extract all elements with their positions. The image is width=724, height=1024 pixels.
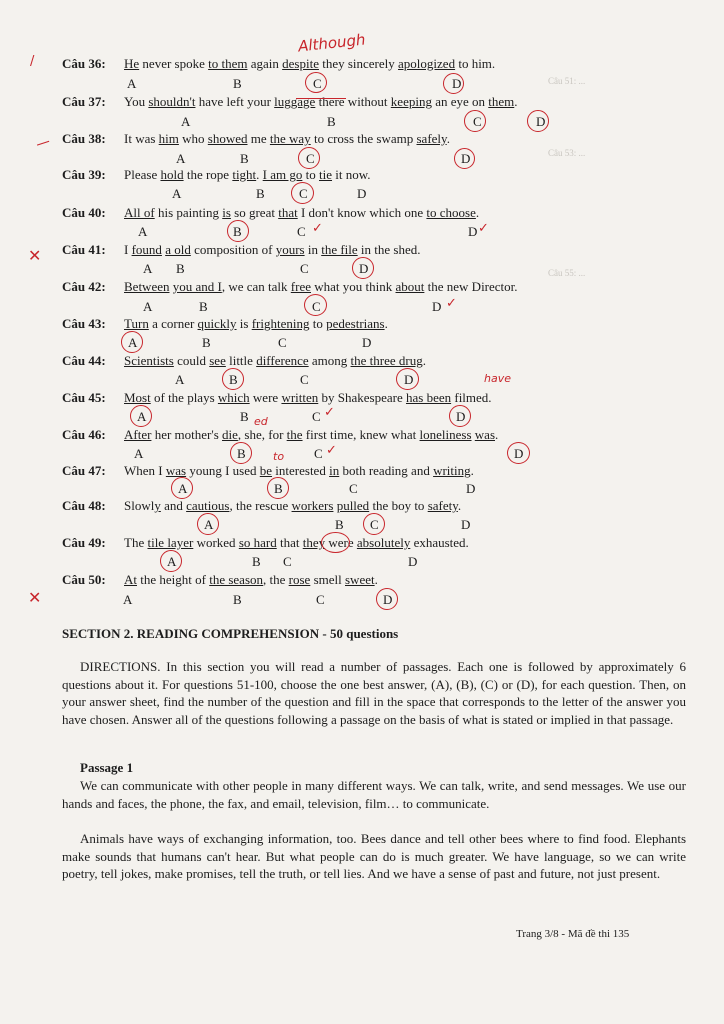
option-c: C — [370, 517, 379, 532]
option-c: C — [306, 151, 315, 166]
option-a: A — [137, 409, 147, 424]
answer-circle-44d — [396, 368, 419, 390]
option-a: A — [204, 517, 214, 532]
cross-mark: ✕ — [28, 246, 42, 265]
page-footer: Trang 3/8 - Mã đề thi 135 — [516, 928, 630, 940]
question-49: Câu 49: The tile layer worked so hard that they were absolutely exhausted. — [62, 535, 469, 550]
option-b: B — [327, 114, 336, 129]
question-44: Câu 44: Scientists could see little difference among the three drug. — [62, 353, 426, 368]
option-d: D — [357, 186, 367, 201]
option-a: A — [181, 114, 191, 129]
option-d: D — [432, 299, 442, 314]
option-a: A — [143, 261, 153, 276]
option-b: B — [202, 335, 211, 350]
option-d: D — [456, 409, 466, 424]
question-47: Câu 47: When I was young I used be interested in both reading and writing. — [62, 463, 474, 478]
section-title: SECTION 2. READING COMPREHENSION - 50 questions — [62, 626, 399, 641]
answer-circle-49a — [160, 550, 182, 572]
option-b: B — [256, 186, 265, 201]
option-c: C — [316, 592, 325, 607]
option-b: B — [240, 409, 249, 424]
handwritten-to: to — [273, 450, 285, 463]
pen-tick-mark: ✓ — [478, 221, 489, 236]
answer-circle-46d — [507, 442, 530, 464]
option-b: B — [199, 299, 208, 314]
handwritten-although: Although — [297, 30, 367, 56]
question-41: Câu 41: I found a old composition of yours in the file in the shed. — [62, 242, 421, 257]
cross-mark: ✕ — [28, 588, 42, 607]
option-c: C — [297, 224, 306, 239]
answer-circle-36d — [443, 73, 464, 94]
handwritten-have: have — [484, 372, 511, 385]
directions-paragraph: DIRECTIONS. In this section you will read a number of passages. Each one is followed by approximately 6 questions about it. For questions 51-100, choose the one best answer, (A), (B), (C) or (D), for each question. Then, on your answer sheet, find the number of the question and fill in the space that corresponds to the letter of the answer you have chosen. Answer all of the questions following a passage on the basis of what is stated or implied in that passage. — [62, 659, 686, 727]
pen-tick-mark: ✓ — [324, 405, 335, 420]
option-d: D — [359, 261, 369, 276]
answer-circle-47b — [267, 477, 289, 499]
answer-circle-48c — [363, 513, 385, 535]
option-a: A — [134, 446, 144, 461]
answer-circle-45a — [130, 405, 152, 427]
answer-circle-37d — [527, 110, 549, 132]
passage-paragraph-1: We can communicate with other people in many different ways. We can talk, write, and send messages. We use our hands and faces, the phone, the fax, and email, television, film… to communicate. — [62, 778, 686, 811]
passage-title: Passage 1 — [80, 760, 134, 775]
answer-circle-46b — [230, 442, 252, 464]
option-d: D — [383, 592, 393, 607]
question-42: Câu 42: Between you and I, we can talk free what you think about the new Director. — [62, 279, 518, 294]
option-d: D — [408, 554, 418, 569]
option-b: B — [240, 151, 249, 166]
question-40: Câu 40: All of his painting is so great that I don't know which one to choose. — [62, 205, 480, 220]
option-a: A — [175, 372, 185, 387]
option-c: C — [300, 372, 309, 387]
show-through-text: Câu 53: ... — [548, 148, 586, 158]
question-48: Câu 48: Slowly and cautious, the rescue workers pulled the boy to safety. — [62, 498, 462, 513]
show-through-text: Câu 51: ... — [548, 76, 586, 86]
pen-tick-mark: ✓ — [326, 443, 337, 458]
option-c: C — [300, 261, 309, 276]
option-a: A — [127, 76, 137, 91]
option-a: A — [178, 481, 188, 496]
pen-underline — [296, 98, 346, 99]
pen-tick-mark: ✓ — [312, 221, 323, 236]
option-c: C — [473, 114, 482, 129]
question-50: Câu 50: At the height of the season, the rose smell sweet. — [62, 572, 378, 587]
answer-circle-37c — [464, 110, 486, 132]
option-b: B — [252, 554, 261, 569]
answer-circle-36c — [305, 72, 327, 93]
option-d: D — [466, 481, 476, 496]
option-b: B — [274, 481, 283, 496]
answer-circle-49-they — [321, 532, 350, 553]
question-43: Câu 43: Turn a corner quickly is frightening to pedestrians. — [62, 316, 388, 331]
show-through-text: Câu 55: ... — [548, 268, 586, 278]
answer-circle-47a — [171, 477, 193, 499]
question-37: Câu 37: You shouldn't have left your luggage there without keeping an eye on them. — [62, 94, 518, 109]
option-d: D — [468, 224, 478, 239]
option-c: C — [278, 335, 287, 350]
option-c: C — [283, 554, 292, 569]
option-d: D — [404, 372, 414, 387]
answer-circle-44b — [222, 368, 244, 390]
option-c: C — [299, 186, 308, 201]
option-b: B — [233, 224, 242, 239]
answer-circle-43a — [121, 331, 143, 353]
option-b: B — [176, 261, 185, 276]
answer-circle-38d — [454, 148, 475, 169]
answer-circle-39c — [291, 182, 314, 204]
option-d: D — [461, 151, 471, 166]
answer-circle-50d — [376, 588, 398, 610]
option-d: D — [461, 517, 471, 532]
handwritten-ed: ed — [254, 415, 268, 428]
option-a: A — [172, 186, 182, 201]
option-a: A — [128, 335, 138, 350]
option-a: A — [123, 592, 133, 607]
option-b: B — [335, 517, 344, 532]
answer-circle-42c — [304, 294, 327, 316]
option-c: C — [313, 76, 322, 91]
option-d: D — [514, 446, 524, 461]
option-b: B — [237, 446, 246, 461]
option-a: A — [143, 299, 153, 314]
option-a: A — [138, 224, 148, 239]
pen-tick-mark: / — [30, 54, 35, 69]
answer-circle-41d — [352, 257, 374, 279]
answer-circle-40b — [227, 220, 249, 242]
pen-slash-mark: — — [33, 133, 53, 153]
option-c: C — [314, 446, 323, 461]
question-38: Câu 38: It was him who showed me the way to cross the swamp safely. — [62, 131, 450, 146]
passage-paragraph-2: Animals have ways of exchanging information, too. Bees dance and tell other bees where to find food. Elephants make sounds that humans can't hear. But what people can do is much greater. We have language, so we can write poetry, tell jokes, make promises, tell the truth, or tell lies. And we have a sense of past and future, not just present. — [62, 831, 686, 881]
option-c: C — [349, 481, 358, 496]
option-d: D — [536, 114, 546, 129]
question-46: Câu 46: After her mother's die, she, for the first time, knew what loneliness was. — [62, 427, 499, 442]
question-39: Câu 39: Please hold the rope tight. I am go to tie it now. — [62, 167, 371, 182]
option-b: B — [233, 592, 242, 607]
option-c: C — [312, 409, 321, 424]
option-d: D — [452, 76, 462, 91]
answer-circle-45d — [449, 405, 471, 427]
option-b: B — [233, 76, 242, 91]
option-a: A — [167, 554, 177, 569]
option-c: C — [312, 299, 321, 314]
option-b: B — [229, 372, 238, 387]
question-45: Câu 45: Most of the plays which were written by Shakespeare has been filmed. — [62, 390, 492, 405]
option-d: D — [362, 335, 372, 350]
answer-circle-38c — [298, 147, 320, 169]
question-36: Câu 36: He never spoke to them again despite they sincerely apologized to him. — [62, 56, 496, 71]
pen-tick-mark: ✓ — [446, 296, 457, 311]
option-a: A — [176, 151, 186, 166]
answer-circle-48a — [197, 513, 219, 535]
